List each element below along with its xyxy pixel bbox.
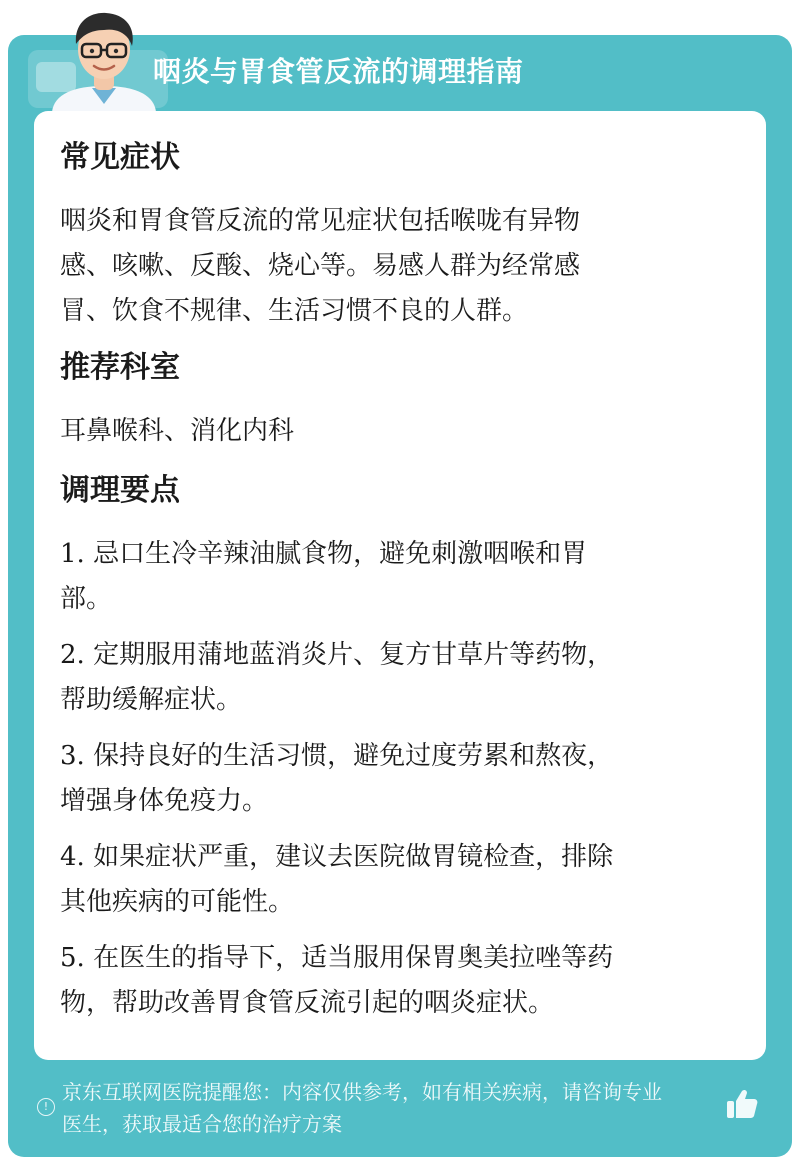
section-title-symptoms: 常见症状 [60,140,180,175]
thumbs-up-icon[interactable] [724,1086,760,1122]
symptoms-line-3: 冒、饮食不规律、生活习惯不良的人群。 [60,296,529,326]
list-item [60,734,730,824]
info-icon: ! [37,1098,55,1116]
item-number: 2. [60,640,85,670]
item-text: 忌口生冷辛辣油腻食物，避免刺激咽喉和胃 [93,539,588,569]
section-title-department: 推荐科室 [60,350,180,385]
item-text: 物，帮助改善胃食管反流引起的咽炎症状。 [60,988,555,1018]
symptoms-line-1: 咽炎和胃食管反流的常见症状包括喉咙有异物 [60,206,581,236]
item-text: 增强身体免疫力。 [60,786,269,816]
item-text: 保持良好的生活习惯，避免过度劳累和熬夜， [93,741,614,771]
item-text: 在医生的指导下，适当服用保胃奥美拉唑等药 [93,943,614,973]
doctor-avatar-icon [44,4,164,112]
item-text: 定期服用蒲地蓝消炎片、复方甘草片等药物， [93,640,614,670]
item-text: 其他疾病的可能性。 [60,887,295,917]
footer-line-2: 医生，获取最适合您的治疗方案 [62,1112,342,1136]
item-number: 1. [60,539,85,569]
list-item [60,532,730,622]
footer-line-1: 京东互联网医院提醒您：内容仅供参考，如有相关疾病，请咨询专业 [62,1080,662,1104]
item-text: 部。 [60,584,113,614]
item-text: 帮助缓解症状。 [60,685,243,715]
item-number: 5. [60,943,85,973]
item-number: 4. [60,842,85,872]
list-item [60,936,730,1026]
page-title: 咽炎与胃食管反流的调理指南 [153,55,524,88]
item-text: 如果症状严重，建议去医院做胃镜检查，排除 [93,842,614,872]
section-title-care-points: 调理要点 [60,473,180,508]
symptoms-line-2: 感、咳嗽、反酸、烧心等。易感人群为经常感 [60,251,581,281]
footer-disclaimer [62,1076,727,1140]
list-item [60,633,730,723]
list-item [60,835,730,925]
department-text: 耳鼻喉科、消化内科 [60,416,295,446]
item-number: 3. [60,741,85,771]
